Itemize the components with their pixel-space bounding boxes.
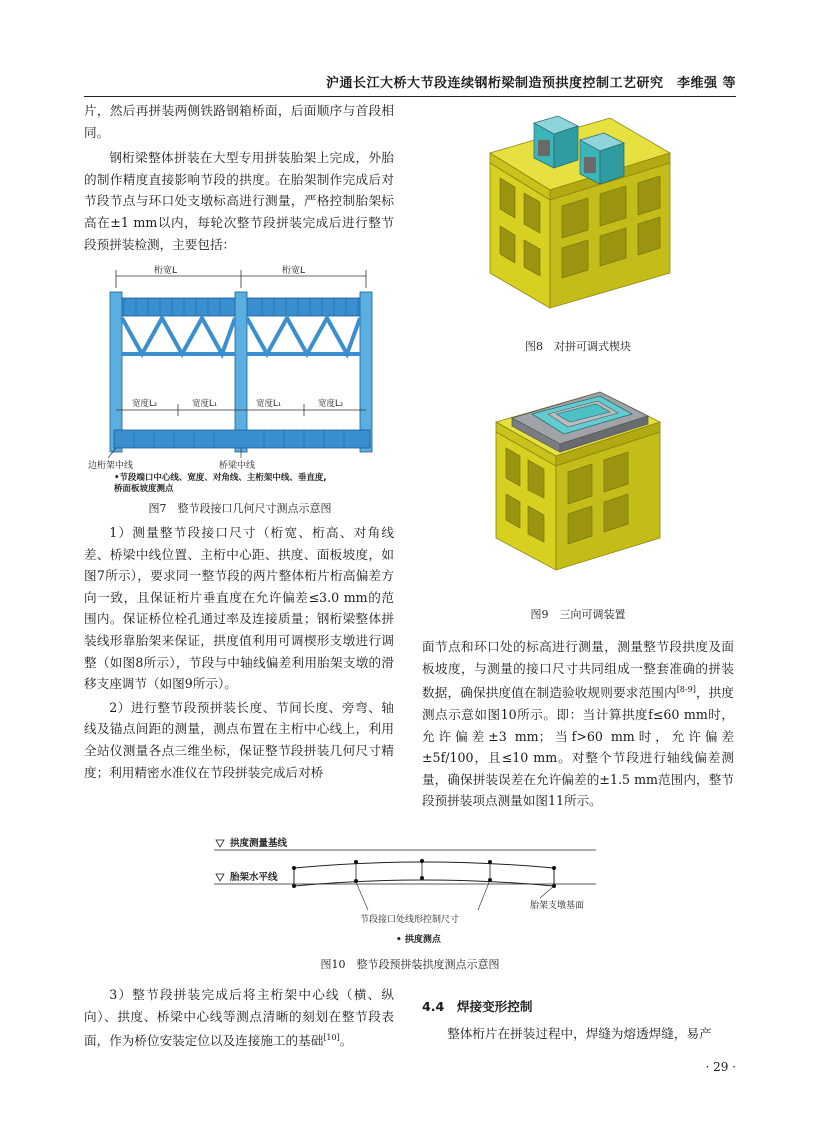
figure-7-diagram (84, 262, 396, 492)
wedge-module-1 (534, 116, 578, 168)
figure-9 (420, 370, 736, 620)
legend-line-2: 桥面板坡度测点 (114, 484, 174, 492)
label-width-l2-right: 宽度L₂ (318, 399, 344, 409)
legend-line-1: •节段端口中心线、宽度、对角线、主桁架中线、垂直度, (114, 473, 327, 483)
paragraph-item-3 (84, 984, 394, 1052)
label-interface-control: 节段接口处线形控制尺寸 (360, 915, 460, 925)
figure-10-caption: 图10 整节段预拼装拱度测点示意图 (320, 958, 500, 971)
camber-text-b: ，拱度测点示意如图10所示。即：当计算拱度f≤60 mm时，允许偏差±3 mm；当f>60 mm时，允许偏差±5f/100，且≤10 mm。对整个节段进行轴线偏差测量，确保拼装误差在允许偏差的±1.5 mm范围内，整节段预拼装项点测量如图11所示。 (422, 685, 735, 809)
right-column-text (422, 636, 734, 812)
left-chord (110, 292, 122, 452)
left-column-bottom (84, 522, 394, 783)
paragraph-continued: 片，然后再拼装两侧铁路钢箱桥面，后面顺序与首段相同。 (84, 103, 394, 140)
figure-8-illustration (420, 98, 736, 328)
bottom-deck (114, 430, 370, 448)
label-width-l1-left: 宽度L₁ (192, 399, 218, 409)
figure-7 (84, 262, 396, 515)
running-header: 沪通长江大桥大节段连续钢桁梁制造预拱度控制工艺研究 李维强 等 (325, 76, 736, 91)
paragraph-welding: 整体桁片在拼装过程中，焊缝为熔透焊缝，易产 (447, 1026, 712, 1041)
wedge-module-2 (580, 133, 624, 184)
item-3-text: 3）整节段拼装完成后将主桁架中心线（横、纵向）、拱度、桥梁中心线等测点清晰的刻划在整节段表面，作为桥位安装定位以及连接施工的基础 (84, 987, 394, 1049)
camber-text-a: 面节点和环口处的标高进行测量，测量整节段拱度及面板坡度，与测量的接口尺寸共同组成一整套准确的拼装数据，确保拱度值在制造验收规则要求范围内 (422, 639, 734, 701)
paragraph-assembly: 钢桁梁整体拼装在大型专用拼装胎架上完成，外胎的制作精度直接影响节段的拱度。在胎架制作完成后对节段节点与环口处支墩标高进行测量，严格控制胎架标高在±1 mm以内，每轮次整节段拼装完成后进行整节段预拼装检测，主要包括： (84, 150, 394, 252)
bottom-right-text (422, 996, 734, 1045)
figure-8-caption: 图8 对拼可调式楔块 (525, 340, 631, 353)
label-width-l2-left: 宽度L₂ (132, 399, 158, 409)
label-camber-baseline: 拱度测量基线 (230, 838, 288, 849)
right-chord (360, 292, 372, 452)
paragraph-item-1: 1）测量整节段接口尺寸（桁宽、桁高、对角线差、桥梁中线位置、主桁中心距、拱度、面板坡度，如图7所示），要求同一整节段的两片整体桁片桁高偏差方向一致，且保证桁片垂直度在允许偏差≤3.0 mm的范围内。保证桥位栓孔通过率及连接质量；钢桁梁整体拼装线形靠胎架来保证，拱度值利用可调楔形支墩进行调整（如图8所示），节段与中轴线偏差利用胎架支墩的滑移支座调节（如图9所示）。 (84, 525, 394, 692)
left-column-top (84, 100, 394, 255)
label-bridge-center: 桥梁中线 (219, 461, 256, 471)
figure-10 (210, 834, 610, 971)
item-3-end: 。 (339, 1033, 353, 1049)
figure-9-caption: 图9 三向可调装置 (530, 608, 626, 621)
bottom-left-text (84, 984, 394, 1052)
label-truss-width-2: 桁宽L (282, 266, 306, 276)
legend-camber-point: • 拱度测点 (396, 935, 441, 945)
citation-8-9: [8-9] (676, 685, 696, 695)
paragraph-camber (422, 636, 734, 812)
figure-7-caption: 图7 整节段接口几何尺寸测点示意图 (148, 502, 332, 515)
label-width-l1-right: 宽度L₁ (256, 399, 282, 409)
figure-8 (420, 98, 736, 356)
middle-chord (235, 292, 247, 452)
page-number: · 29 · (705, 1060, 736, 1074)
label-side-truss-center: 边桁架中线 (88, 461, 134, 471)
section-heading-4-4: 4.4 焊接变形控制 (422, 999, 533, 1014)
citation-10: [10] (323, 1033, 340, 1043)
figure-10-diagram (210, 834, 610, 946)
header-rule (84, 96, 736, 97)
label-truss-width-1: 桁宽L (154, 266, 178, 276)
label-frame-level: 胎架水平线 (230, 872, 278, 883)
figure-9-illustration (420, 370, 736, 592)
paragraph-item-2: 2）进行整节段预拼装长度、节间长度、旁弯、轴线及锚点间距的测量，测点布置在主桁中心线上，利用全站仪测量各点三维坐标，保证整节段拼装几何尺寸精度；利用精密水准仪在节段拼装完成后对桥 (84, 699, 394, 780)
label-pier-base: 胎架支墩基面 (530, 901, 585, 911)
